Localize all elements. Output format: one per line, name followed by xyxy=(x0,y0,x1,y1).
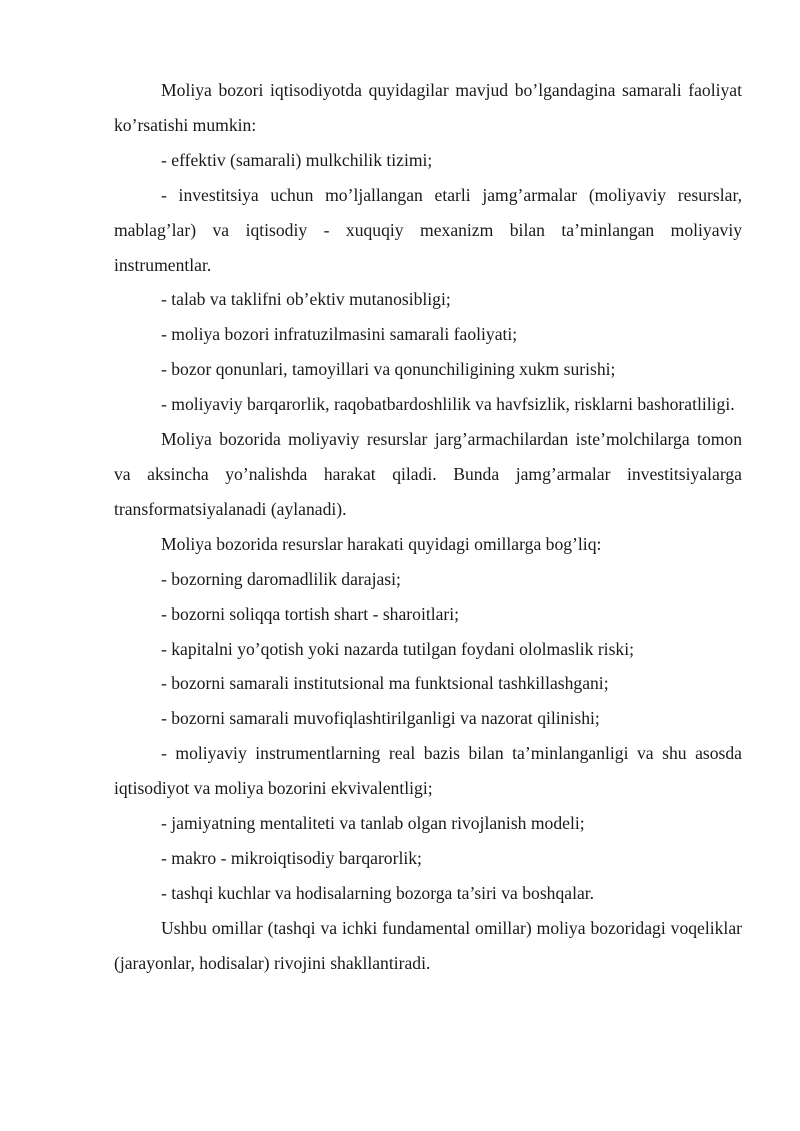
list-item: - moliya bozori infratuzilmasini samarali faoliyati; xyxy=(161,324,518,345)
list-item: - bozorni soliqqa tortish shart - sharoitlari; xyxy=(161,603,460,624)
list-item: - jamiyatning mentaliteti va tanlab olgan rivojlanish modeli; xyxy=(161,813,585,834)
list-item: - kapitalni yo’qotish yoki nazarda tutilgan foydani ololmaslik riski; xyxy=(161,638,634,659)
list-item: - talab va taklifni ob’ektiv mutanosibligi; xyxy=(161,289,451,310)
list-item: - tashqi kuchlar va hodisalarning bozorga ta’siri va boshqalar. xyxy=(161,882,595,903)
paragraph-intro: Moliya bozori iqtisodiyotda quyidagilar mavjud bo’lgandagina samarali faoliyat ko’rsatishi mumkin: xyxy=(114,80,742,135)
paragraph-conclusion: Ushbu omillar (tashqi va ichki fundamental omillar) moliya bozoridagi voqeliklar (jarayonlar, hodisalar) rivojini shakllantiradi. xyxy=(114,917,742,973)
list-item: - moliyaviy barqarorlik, raqobatbardoshlilik va havfsizlik, risklarni bashoratliligi. xyxy=(161,394,735,415)
list-item: - bozor qonunlari, tamoyillari va qonunchiligining xukm surishi; xyxy=(161,359,616,380)
list-item: - bozorni samarali institutsional ma funktsional tashkillashgani; xyxy=(161,673,609,694)
paragraph: Moliya bozorida resurslar harakati quyidagi omillarga bog’liq: xyxy=(161,533,602,554)
list-item: - investitsiya uchun mo’ljallangan etarli jamg’armalar (moliyaviy resurslar, mablag’lar) va iqtisodiy - xuquqiy mexanizm bilan ta’minlangan moliyaviy instrumentlar. xyxy=(114,184,742,275)
list-item: - bozorni samarali muvofiqlashtirilganligi va nazorat qilinishi; xyxy=(161,708,600,729)
list-item: - bozorning daromadlilik darajasi; xyxy=(161,568,401,589)
list-item: - effektiv (samarali) mulkchilik tizimi; xyxy=(161,149,433,170)
paragraph: Moliya bozorida moliyaviy resurslar jarg’armachilardan iste’molchilarga tomon va aksincha yo’nalishda harakat qiladi. Bunda jamg’armalar investitsiyalarga transformatsiyalanadi (aylanadi). xyxy=(114,429,742,519)
list-item: - makro - mikroiqtisodiy barqarorlik; xyxy=(161,847,422,868)
list-item: - moliyaviy instrumentlarning real bazis bilan ta’minlanganligi va shu asosda iqtisodiyot va moliya bozorini ekvivalentligi; xyxy=(114,743,742,799)
document-body xyxy=(114,73,742,981)
